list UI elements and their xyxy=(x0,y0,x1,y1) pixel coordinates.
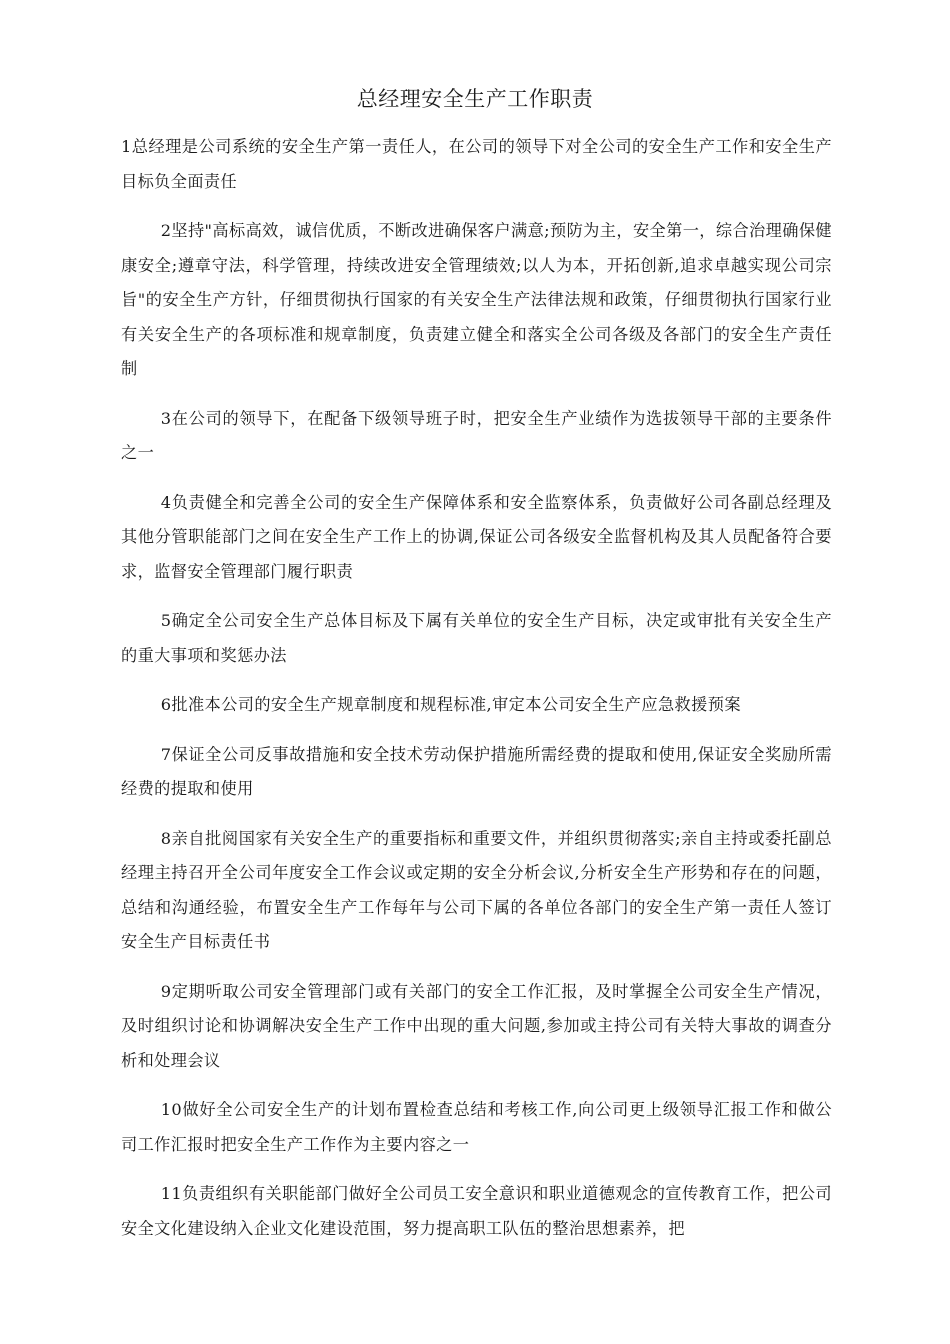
paragraph-6: 6批准本公司的安全生产规章制度和规程标准,审定本公司安全生产应急救援预案 xyxy=(160,695,741,714)
paragraph-5: 5确定全公司安全生产总体目标及下属有关单位的安全生产目标，决定或审批有关安全生产的重大事项和奖惩办法 xyxy=(121,611,832,665)
paragraph-2: 2坚持"高标高效，诚信优质，不断改进确保客户满意;预防为主，安全第一，综合治理确保健康安全;遵章守法，科学管理，持续改进安全管理绩效;以人为本，开拓创新,追求卓越实现公司宗旨"的安全生产方针，仔细贯彻执行国家的有关安全生产法律法规和政策，仔细贯彻执行国家行业有关安全生产的各项标准和规章制度，负责建立健全和落实全公司各级及各部门的安全生产责任制 xyxy=(121,221,832,378)
document-body xyxy=(121,130,832,1261)
paragraph-7: 7保证全公司反事故措施和安全技术劳动保护措施所需经费的提取和使用,保证安全奖励所需经费的提取和使用 xyxy=(121,744,832,798)
page-title: 总经理安全生产工作职责 xyxy=(356,87,594,111)
paragraph-8: 8亲自批阅国家有关安全生产的重要指标和重要文件，并组织贯彻落实;亲自主持或委托副总经理主持召开全公司年度安全工作会议或定期的安全分析会议,分析安全生产形势和存在的问题，总结和沟通经验，布置安全生产工作每年与公司下属的各单位各部门的安全生产第一责任人签订安全生产目标责任书 xyxy=(121,828,832,951)
paragraph-1: 1总经理是公司系统的安全生产第一责任人，在公司的领导下对全公司的安全生产工作和安全生产目标负全面责任 xyxy=(121,137,832,191)
paragraph-11: 11负责组织有关职能部门做好全公司员工安全意识和职业道德观念的宣传教育工作，把公司安全文化建设纳入企业文化建设范围，努力提高职工队伍的整治思想素养，把 xyxy=(121,1184,832,1238)
paragraph-9: 9定期听取公司安全管理部门或有关部门的安全工作汇报，及时掌握全公司安全生产情况，及时组织讨论和协调解决安全生产工作中出现的重大问题,参加或主持公司有关特大事故的调查分析和处理会议 xyxy=(121,981,832,1070)
paragraph-10: 10做好全公司安全生产的计划布置检查总结和考核工作,向公司更上级领导汇报工作和做公司工作汇报时把安全生产工作作为主要内容之一 xyxy=(121,1100,832,1154)
paragraph-3: 3在公司的领导下，在配备下级领导班子时，把安全生产业绩作为选拔领导干部的主要条件之一 xyxy=(121,408,832,462)
paragraph-4: 4负责健全和完善全公司的安全生产保障体系和安全监察体系，负责做好公司各副总经理及其他分管职能部门之间在安全生产工作上的协调,保证公司各级安全监督机构及其人员配备符合要求，监督安全管理部门履行职责 xyxy=(121,492,832,581)
